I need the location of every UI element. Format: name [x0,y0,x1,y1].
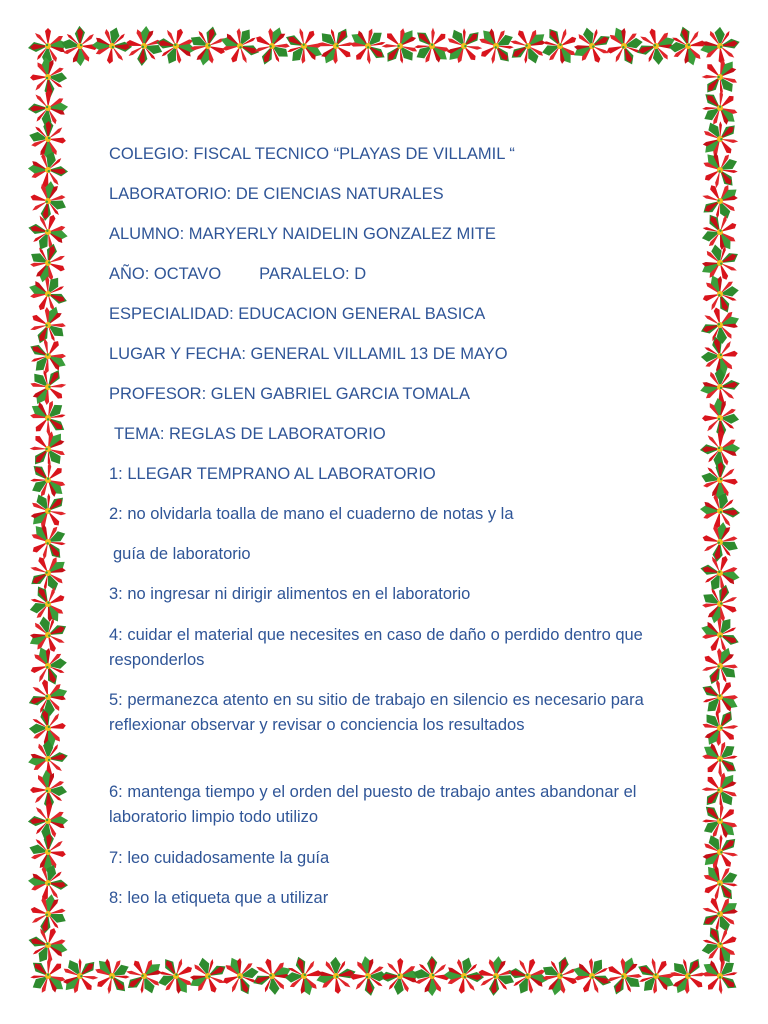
anio-paralelo-line [109,262,366,287]
poinsettia-flower-icon [52,949,106,1003]
poinsettia-flower-icon [470,19,523,73]
poinsettia-flower-icon [599,950,651,1003]
rule-1: 1: LLEGAR TEMPRANO AL LABORATORIO [109,465,436,483]
poinsettia-flower-icon [666,23,709,69]
poinsettia-flower-icon [404,19,458,73]
laboratorio-line: LABORATORIO: DE CIENCIAS NATURALES [109,185,444,203]
tema-line: TEMA: REGLAS DE LABORATORIO [114,425,386,443]
paralelo-text: PARALELO: D [259,265,367,283]
lugar-fecha-line: LUGAR Y FECHA: GENERAL VILLAMIL 13 DE MAYO [109,345,508,363]
poinsettia-flower-icon [214,21,266,71]
poinsettia-flower-icon [694,176,747,228]
especialidad-line: ESPECIALIDAD: EDUCACION GENERAL BASICA [109,305,486,323]
poinsettia-flower-icon [25,642,72,691]
poinsettia-flower-icon [694,856,746,909]
poinsettia-flower-icon [25,890,72,939]
poinsettia-flower-icon [697,518,743,566]
poinsettia-flower-icon [693,825,747,878]
poinsettia-flower-icon [693,671,747,724]
poinsettia-flower-icon [566,950,618,1000]
poinsettia-flower-icon [86,949,139,1003]
poinsettia-flower-icon [21,330,75,383]
poinsettia-flower-icon [216,951,264,1001]
poinsettia-flower-icon [26,177,72,225]
poinsettia-flower-icon [90,24,135,66]
poinsettia-flower-icon [697,269,744,318]
alumno-line: ALUMNO: MARYERLY NAIDELIN GONZALEZ MITE [109,225,496,243]
poinsettia-flower-icon [27,117,68,161]
rule-6: 6: mantenga tiempo y el orden del puesto de trabajo antes abandonar el laboratorio limpio todo utilizo [109,783,637,826]
poinsettia-flower-icon [21,484,75,537]
poinsettia-flower-icon [28,28,68,65]
poinsettia-flower-icon [694,889,746,940]
poinsettia-flower-icon [182,951,233,1001]
rule-4: 4: cuidar el material que necesites en caso de daño o perdido dentro que responderlos [109,626,643,669]
poinsettia-flower-icon [699,458,741,502]
poinsettia-flower-icon [22,548,75,599]
rule-2-line-2: guía de laboratorio [113,545,251,563]
poinsettia-flower-icon [601,21,649,70]
poinsettia-flower-icon [566,21,617,70]
poinsettia-flower-icon [247,20,298,73]
anio-text: AÑO: OCTAVO [109,265,222,283]
rule-8: 8: leo la etiqueta que a utilizar [109,889,329,907]
poinsettia-flower-icon [698,25,742,66]
poinsettia-flower-icon [437,19,491,73]
rule-7: 7: leo cuidadosamente la guía [109,849,330,867]
poinsettia-flower-icon [26,830,68,875]
poinsettia-flower-icon [20,949,74,1003]
poinsettia-flower-icon [694,640,746,693]
poinsettia-flower-icon [282,953,326,999]
rule-3: 3: no ingresar ni dirigir alimentos en el laboratorio [109,585,471,603]
poinsettia-flower-icon [441,954,486,997]
colegio-line: COLEGIO: FISCAL TECNICO “PLAYAS DE VILLAMIL “ [109,145,515,163]
poinsettia-flower-icon [695,920,745,971]
poinsettia-flower-icon [693,112,747,166]
poinsettia-flower-icon [22,515,75,569]
rule-2-line-1: 2: no olvidarla toalla de mano el cuaderno de notas y la [109,505,514,523]
poinsettia-flower-icon [380,958,421,996]
rule-5: 5: permanezca atento en su sitio de trabajo en silencio es necesario para reflexionar observar y revisar o conciencia los resultados [109,691,644,734]
poinsettia-flower-icon [22,299,74,352]
poinsettia-flower-icon [694,143,747,197]
profesor-line: PROFESOR: GLEN GABRIEL GARCIA TOMALA [109,385,470,403]
